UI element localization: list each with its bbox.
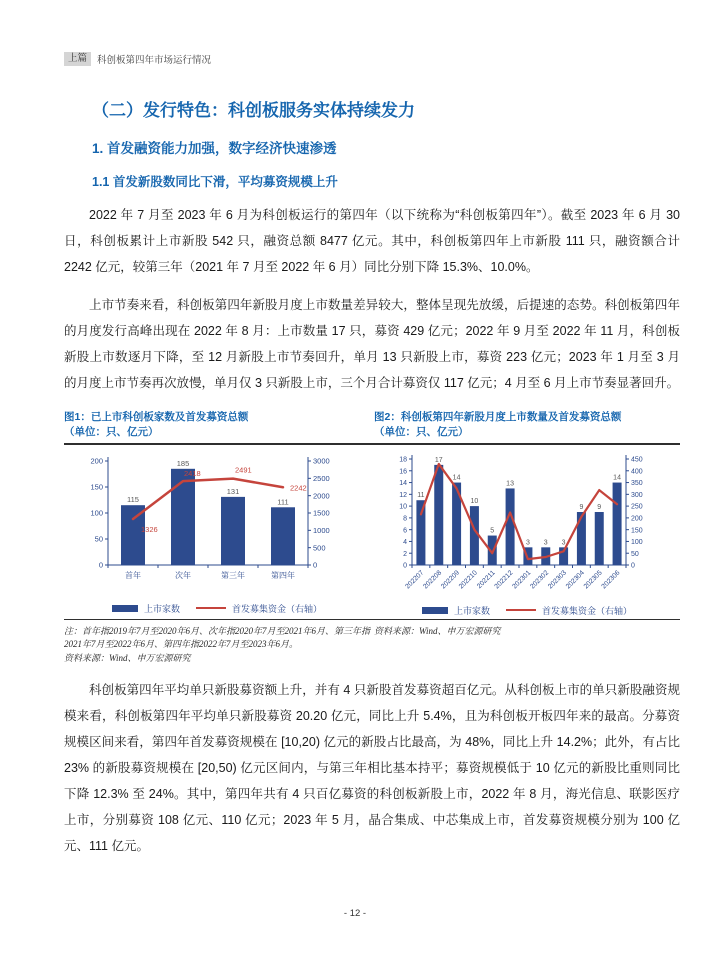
svg-text:250: 250 [631,503,643,511]
legend-line-label: 首发募集资金（右轴） [542,605,633,616]
svg-text:202211: 202211 [476,569,497,591]
svg-text:14: 14 [613,474,621,482]
svg-text:8: 8 [403,515,407,523]
svg-text:9: 9 [579,504,584,511]
svg-text:200: 200 [90,456,103,466]
svg-text:14: 14 [452,474,461,482]
figure1-note-col [64,625,370,665]
svg-text:202208: 202208 [422,569,444,591]
figure1-title-text: 图1：已上市科创板家数及首发募资总额 [64,411,249,423]
svg-text:200: 200 [631,515,643,523]
svg-text:50: 50 [94,534,103,544]
figure2-unit: （单位：只、亿元） [374,425,469,438]
svg-text:第四年: 第四年 [271,571,295,580]
svg-text:202212: 202212 [493,569,515,591]
header-tag: 上篇 [64,52,91,66]
svg-text:1000: 1000 [313,525,330,535]
svg-text:150: 150 [631,527,643,535]
svg-text:50: 50 [631,550,639,558]
figure2-note-col [374,625,680,665]
figure-notes-row [64,625,680,665]
figure1-source: 资料来源：Wind、申万宏源研究 [64,653,191,663]
svg-text:2000: 2000 [313,491,330,501]
figure1-chart [64,449,370,617]
svg-text:500: 500 [313,543,326,553]
svg-text:10: 10 [470,498,479,506]
header-title: 科创板第四年市场运行情况 [97,55,212,66]
svg-text:6: 6 [403,527,407,535]
svg-text:14: 14 [399,480,407,488]
figure2-title-text: 图2：科创板第四年新股月度上市数量及首发募资总额 [374,411,622,423]
legend-bar-label: 上市家数 [453,605,490,616]
svg-text:18: 18 [399,456,407,464]
subsubsection-heading: 1.1 首发新股数同比下滑，平均募资规模上升 [92,175,338,189]
svg-text:131: 131 [226,486,240,496]
chart1-svg [64,449,370,599]
paragraph-2: 上市节奏来看，科创板第四年新股月度上市数量差异较大，整体呈现先放缓，后提速的态势。科创板第四年的月度发行高峰出现在 2022 年 8 月：上市数量 17 只，募资 429 亿元；2022 年 9 月至 2022 年 11 月，科创板新股上市数逐月下降，至 12 月新股上市节奏回升，单月 13 只新股上市，募资 223 亿元；2023 年 1 月至 3 月的月度上市节奏再次放慢，单月仅 3 只新股上市，三个月合计募资仅 117 亿元；4 月至 6 月上市节奏显著回升。 [64,298,680,390]
running-header [64,52,680,66]
svg-text:202305: 202305 [582,569,604,591]
charts-row [64,449,680,617]
figure2-title-col [374,410,680,439]
svg-text:2491: 2491 [235,465,252,475]
svg-text:1326: 1326 [141,525,158,535]
svg-text:100: 100 [90,508,103,518]
svg-text:350: 350 [631,480,643,488]
svg-text:202207: 202207 [404,569,426,591]
svg-text:150: 150 [90,482,103,492]
svg-text:1500: 1500 [313,508,330,518]
figure1-title [64,410,370,439]
svg-text:3: 3 [525,539,530,547]
svg-text:5: 5 [490,527,495,535]
svg-text:9: 9 [597,504,602,511]
svg-text:0: 0 [98,560,103,570]
svg-text:0: 0 [631,562,635,570]
svg-text:11: 11 [417,492,425,500]
svg-text:次年: 次年 [175,571,191,580]
figure1-title-col [64,410,370,439]
svg-text:202301: 202301 [511,569,533,591]
svg-text:100: 100 [631,539,643,547]
svg-text:3: 3 [543,539,548,547]
legend-bar-label: 上市家数 [143,603,180,614]
svg-text:300: 300 [631,491,643,499]
legend-bar-swatch [112,605,138,612]
subsection-heading: 1. 首发融资能力加强，数字经济快速渗透 [92,141,337,156]
paragraph-3: 科创板第四年平均单只新股募资额上升，并有 4 只新股首发募资超百亿元。从科创板上市的单只新股融资规模来看，科创板第四年平均单只新股募资 20.20 亿元，同比上升 5.4%，且为科创板开板四年来的最高。分募资规模区间来看，第四年首发募资规模在 [10,20) 亿元的新股占比最高，为 48%，同比上升 14.2%；此外，有占比 23% 的新股募资规模在 [20,50) 亿元区间内，与第三年相比基本持平；募资规模低于 10 亿元的新股比重则同比下降 12.3% 至 24%。其中，第四年共有 4 只百亿募资的科创板新股上市，2022 年 8 月，海光信息、联影医疗上市，分别募资 108 亿元、110 亿元；2023 年 5 月，晶合集成、中芯集成上市，首发募资规模分别为 100 亿元、111 亿元。 [64,683,680,853]
figure-titles-row [64,410,680,439]
figure1-unit: （单位：只、亿元） [64,425,159,438]
svg-text:4: 4 [403,539,407,547]
svg-text:202209: 202209 [440,569,461,591]
figure2-source: 资料来源：Wind、申万宏源研究 [374,626,501,636]
svg-text:185: 185 [176,458,190,468]
svg-text:10: 10 [399,503,407,511]
svg-text:0: 0 [403,562,407,570]
svg-text:202302: 202302 [529,569,551,591]
svg-text:202210: 202210 [457,569,479,591]
svg-text:第三年: 第三年 [221,571,245,580]
legend-bar-swatch [422,607,448,614]
svg-text:2500: 2500 [313,473,330,483]
chart2-legend [374,603,680,617]
section-heading: （二）发行特色：科创板服务实体持续发力 [92,101,415,120]
svg-text:2: 2 [403,550,407,558]
paragraph-1: 2022 年 7 月至 2023 年 6 月为科创板运行的第四年（以下统称为“科创板第四年”）。截至 2023 年 6 月 30 日，科创板累计上市新股 542 只，融资总额 8477 亿元。其中，科创板第四年上市新股 111 只，融资额合计 2242 亿元，较第三年（2021 年 7 月至 2022 年 6 月）同比分别下降 15.3%、10.0%。 [64,208,680,274]
svg-text:202304: 202304 [564,569,586,591]
svg-text:202306: 202306 [600,569,622,591]
page-number: - 12 - [343,908,367,919]
svg-text:400: 400 [631,468,643,476]
legend-line-label: 首发募集资金（右轴） [232,603,323,614]
svg-text:3000: 3000 [313,456,330,466]
figure-bottom-rule [64,619,680,620]
svg-text:16: 16 [399,468,407,476]
figure2-title [374,410,680,439]
figure1-note: 注：首年指2019年7月至2020年6月、次年指2020年7月至2021年6月、第三年指2021年7月至2022年6月、第四年指2022年7月至2023年6月。 [64,626,371,649]
figure2-chart [374,449,680,617]
svg-text:202303: 202303 [547,569,568,591]
svg-text:13: 13 [506,480,514,488]
chart2-svg [374,449,680,601]
legend-line-swatch [506,609,536,612]
svg-text:0: 0 [313,560,318,570]
legend-line-swatch [196,607,226,610]
svg-text:首年: 首年 [125,571,141,580]
figure-top-rule [64,443,680,445]
svg-text:2418: 2418 [184,469,201,479]
svg-text:450: 450 [631,456,643,464]
svg-text:17: 17 [434,456,443,464]
svg-text:2242: 2242 [290,483,307,493]
svg-text:115: 115 [127,495,139,505]
chart1-legend [64,601,370,615]
svg-text:3: 3 [561,539,566,547]
svg-text:111: 111 [277,497,289,507]
svg-text:12: 12 [399,491,407,499]
